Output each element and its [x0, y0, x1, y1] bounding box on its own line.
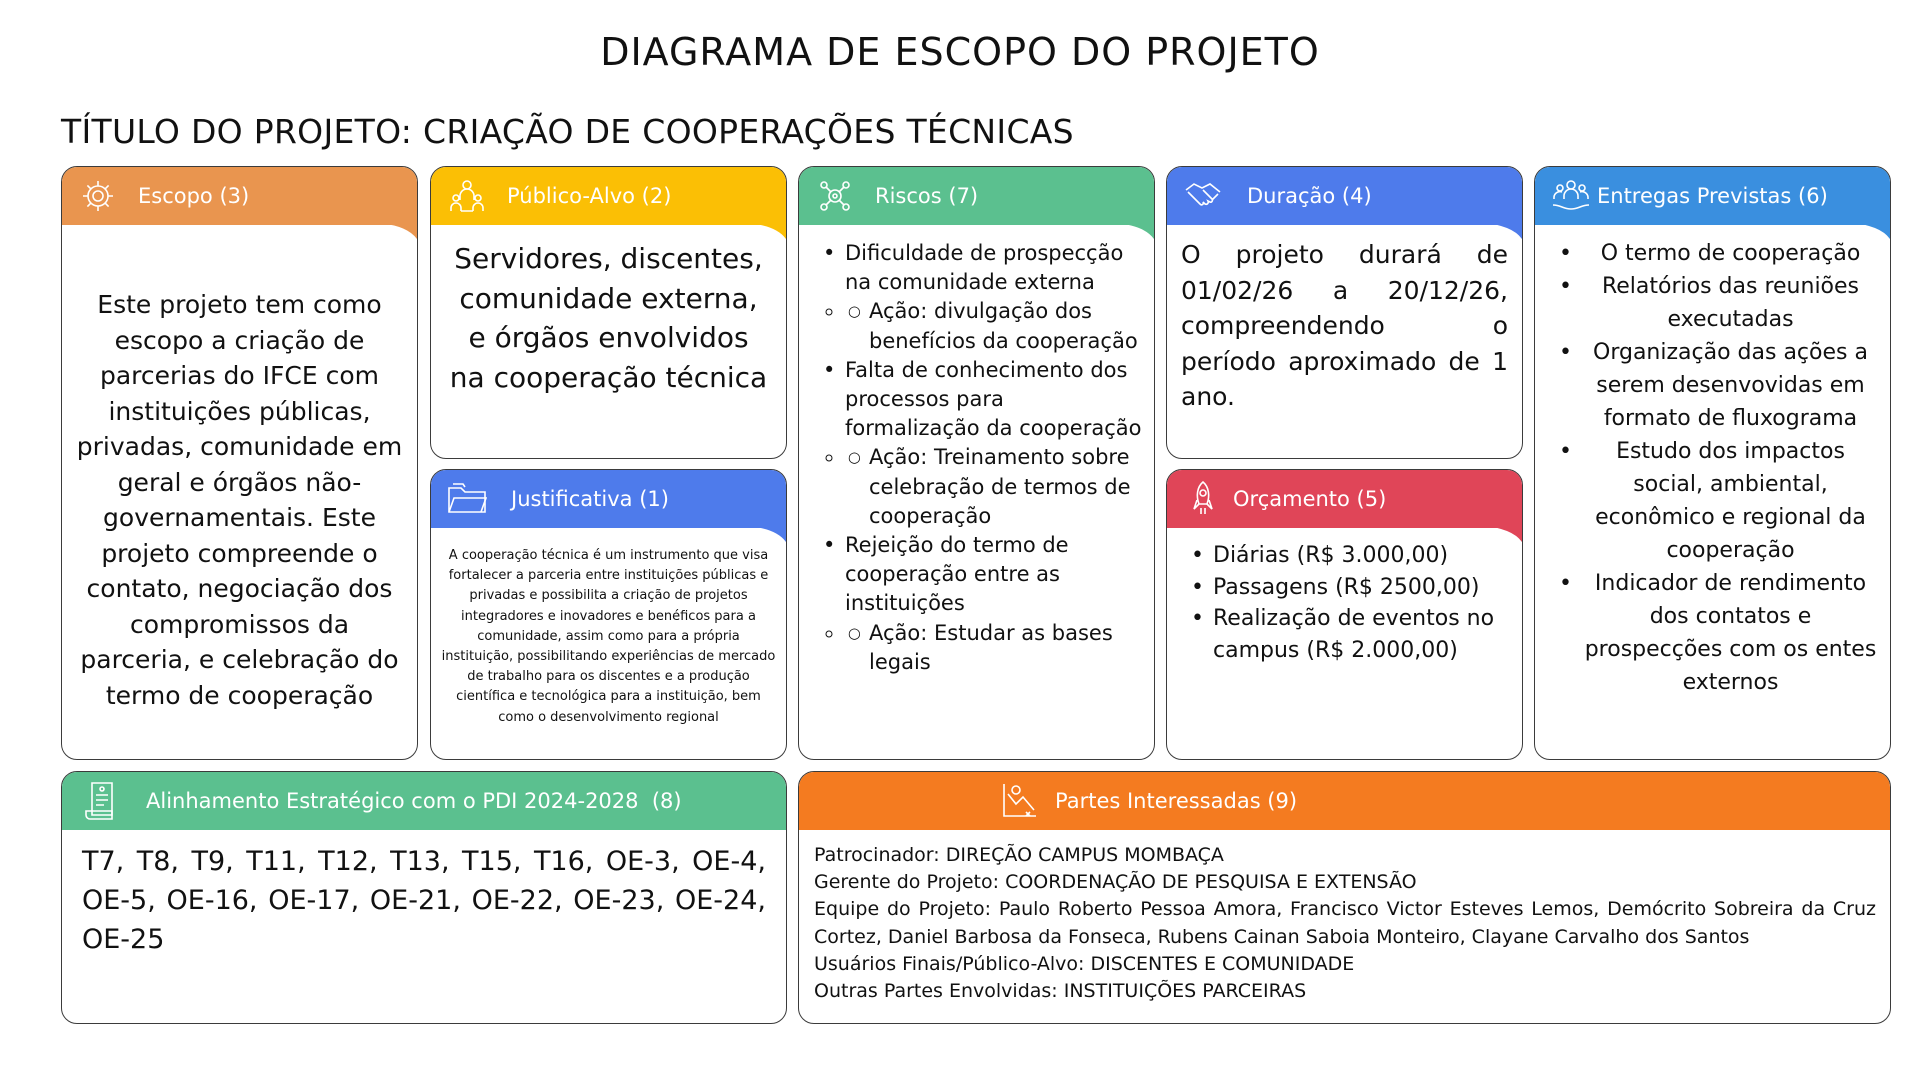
deliverable-item: • O termo de cooperação: [1555, 237, 1880, 270]
risk-icon: [815, 176, 855, 216]
deliverable-item: • Relatórios das reuniões executadas: [1555, 270, 1880, 336]
alinhamento-title: Alinhamento Estratégico com o PDI 2024-2028 (8): [146, 789, 682, 813]
page-title: DIAGRAMA DE ESCOPO DO PROJETO: [600, 30, 1320, 74]
partes-card: [798, 771, 1891, 1024]
people-icon: [447, 176, 487, 216]
publico-alvo-header: [431, 167, 786, 225]
orcamento-card: [1166, 469, 1523, 760]
risk-item: [819, 239, 1142, 356]
budget-item: • Passagens (R$ 2500,00): [1187, 572, 1512, 604]
team-icon: [1551, 176, 1591, 216]
entregas-list: [1555, 237, 1880, 699]
orcamento-title: Orçamento (5): [1233, 487, 1387, 511]
risk-action: ○ ◦ Ação: Estudar as bases legais: [845, 619, 1142, 677]
risk-action: ○ ◦ Ação: divulgação dos benefícios da cooperação: [845, 297, 1142, 355]
escopo-title: Escopo (3): [138, 184, 250, 208]
justificativa-title: Justificativa (1): [511, 487, 669, 511]
riscos-list: [819, 239, 1142, 677]
entregas-header: [1535, 167, 1890, 225]
document-icon: [82, 781, 122, 821]
budget-item: • Realização de eventos no campus (R$ 2.000,00): [1187, 603, 1512, 666]
escopo-header: [62, 167, 417, 225]
risk-item: [819, 531, 1142, 677]
chart-icon: [999, 781, 1039, 821]
risk-item: [819, 356, 1142, 531]
handshake-icon: [1183, 176, 1223, 216]
deliverable-item: • Indicador de rendimento dos contatos e prospecções com os entes externos: [1555, 567, 1880, 699]
other-parties-line: Outras Partes Envolvidas: INSTITUIÇÕES PARCEIRAS: [814, 980, 1307, 1003]
partes-header: [799, 772, 1890, 830]
partes-title: Partes Interessadas (9): [1055, 789, 1298, 813]
risk-text: Falta de conhecimento dos processos para formalização da cooperação: [845, 357, 1142, 441]
risk-text: Rejeição do termo de cooperação entre as instituições: [845, 533, 1069, 616]
alinhamento-header: [62, 772, 786, 830]
duracao-card: [1166, 166, 1523, 459]
duracao-text: O projeto durará de 01/02/26 a 20/12/26, compreendendo o período aproximado de 1 ano.: [1181, 240, 1508, 411]
manager-line: Gerente do Projeto: COORDENAÇÃO DE PESQUISA E EXTENSÃO: [814, 871, 1417, 894]
risk-text: Dificuldade de prospecção na comunidade externa: [845, 241, 1124, 295]
orcamento-header: [1167, 470, 1522, 528]
publico-alvo-title: Público-Alvo (2): [507, 184, 672, 208]
team-line: Equipe do Projeto: Paulo Roberto Pessoa Amora, Francisco Victor Esteves Lemos, Demócrito Sobreira da Cruz Cortez, Daniel Barbosa da Fonseca, Rubens Cainan Saboia Monteiro, Clayane Carvalho dos Santos: [814, 898, 1876, 948]
deliverable-item: • Estudo dos impactos social, ambiental, econômico e regional da cooperação: [1555, 435, 1880, 567]
justificativa-header: [431, 470, 786, 528]
duracao-title: Duração (4): [1247, 184, 1372, 208]
folder-icon: [447, 479, 487, 519]
project-title: TÍTULO DO PROJETO: CRIAÇÃO DE COOPERAÇÕES TÉCNICAS: [61, 112, 1074, 151]
rocket-icon: [1183, 479, 1223, 519]
riscos-header: [799, 167, 1154, 225]
justificativa-card: [430, 469, 787, 760]
alinhamento-text: T7, T8, T9, T11, T12, T13, T15, T16, OE-3, OE-4, OE-5, OE-16, OE-17, OE-21, OE-22, OE-23, OE-24, OE-25: [82, 846, 766, 955]
entregas-title: Entregas Previstas (6): [1597, 184, 1828, 208]
gear-icon: [78, 176, 118, 216]
riscos-card: [798, 166, 1155, 760]
riscos-title: Riscos (7): [875, 184, 979, 208]
publico-alvo-text: Servidores, discentes, comunidade externa, e órgãos envolvidos na cooperação técnica: [449, 242, 768, 394]
budget-item: • Diárias (R$ 3.000,00): [1187, 540, 1512, 572]
justificativa-text: A cooperação técnica é um instrumento que visa fortalecer a parceria entre instituições públicas e privadas e possibilita a criação de projetos integradores e inovadores e benéficos para a comunidade, assim como para a própria instituição, possibilitando experiências de mercado de trabalho para os discentes e a produção científica e tecnológica para a instituição, bem como o desenvolvimento regional: [441, 548, 776, 725]
escopo-card: [61, 166, 418, 760]
entregas-card: [1534, 166, 1891, 760]
deliverable-item: • Organização das ações a serem desenvovidas em formato de fluxograma: [1555, 336, 1880, 435]
alinhamento-card: [61, 771, 787, 1024]
escopo-text: Este projeto tem como escopo a criação de parcerias do IFCE com instituições públicas, privadas, comunidade em geral e órgãos não-governamentais. Este projeto compreende o contato, negociação dos compromissos da parceria, e celebração do termo de cooperação: [76, 290, 403, 710]
sponsor-line: Patrocinador: DIREÇÃO CAMPUS MOMBAÇA: [814, 844, 1224, 866]
end-users-line: Usuários Finais/Público-Alvo: DISCENTES E COMUNIDADE: [814, 952, 1355, 975]
publico-alvo-card: [430, 166, 787, 459]
orcamento-list: [1187, 540, 1512, 666]
duracao-header: [1167, 167, 1522, 225]
risk-action: ○ ◦ Ação: Treinamento sobre celebração de termos de cooperação: [845, 443, 1142, 531]
